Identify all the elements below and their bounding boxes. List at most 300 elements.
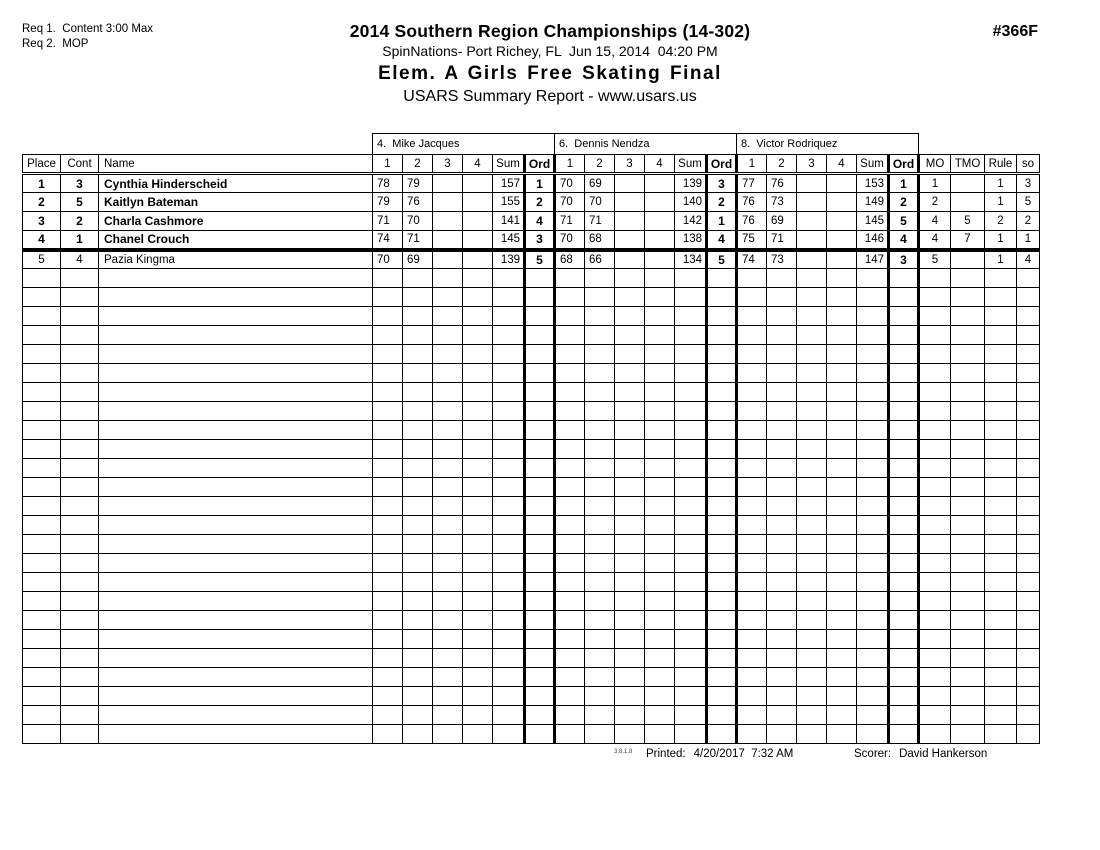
judge3-score-cell [797, 288, 827, 307]
judge3-score-cell [827, 383, 857, 402]
name-cell [99, 668, 373, 687]
judge1-ord-cell [525, 535, 555, 554]
judge1-score-cell [463, 497, 493, 516]
so-cell [1017, 554, 1040, 573]
judge1-score-cell [433, 307, 463, 326]
empty-row [23, 592, 1040, 611]
judge3-score-cell [827, 288, 857, 307]
judge3-score-cell [797, 402, 827, 421]
column-header-row [23, 155, 1040, 174]
judge2-score-cell [585, 554, 615, 573]
judge1-score-cell [463, 193, 493, 212]
place-cell [23, 326, 61, 345]
name-cell [99, 554, 373, 573]
judge3-score-cell: 75 [737, 231, 767, 250]
empty-row [23, 725, 1040, 744]
name-cell [99, 478, 373, 497]
col-judge2-2: 2 [585, 155, 615, 174]
judge1-score-cell [373, 402, 403, 421]
title-block [0, 0, 1100, 107]
report-type-line: USARS Summary Report - www.usars.us [403, 88, 697, 105]
results-table-wrap [22, 133, 1100, 744]
cont-cell [61, 402, 99, 421]
judge3-score-cell [737, 269, 767, 288]
judge2-sum-cell [675, 326, 707, 345]
name-cell [99, 497, 373, 516]
judge1-score-cell [373, 440, 403, 459]
mo-cell [919, 364, 951, 383]
judge2-ord-cell [707, 307, 737, 326]
judge3-score-cell [737, 706, 767, 725]
so-cell [1017, 687, 1040, 706]
tmo-cell [951, 706, 985, 725]
so-cell [1017, 725, 1040, 744]
mo-cell: 5 [919, 250, 951, 269]
tmo-cell [951, 421, 985, 440]
judge3-score-cell [827, 478, 857, 497]
judge1-score-cell: 70 [403, 212, 433, 231]
judge2-ord-cell: 1 [707, 212, 737, 231]
judge2-ord-cell [707, 592, 737, 611]
name-cell [99, 725, 373, 744]
judge1-ord-cell [525, 440, 555, 459]
judge1-score-cell: 71 [373, 212, 403, 231]
judge3-score-cell [737, 649, 767, 668]
rule-cell [985, 630, 1017, 649]
place-cell [23, 402, 61, 421]
judge2-score-cell [615, 231, 645, 250]
judge2-score-cell [645, 611, 675, 630]
judge2-ord-cell [707, 554, 737, 573]
judge2-sum-cell [675, 725, 707, 744]
judge3-ord-cell [889, 478, 919, 497]
judge3-sum-cell [857, 421, 889, 440]
judge3-ord-cell [889, 364, 919, 383]
rule-cell [985, 516, 1017, 535]
judge3-score-cell [797, 649, 827, 668]
judge3-sum-cell: 145 [857, 212, 889, 231]
judge2-score-cell: 71 [555, 212, 585, 231]
judge3-ord-cell [889, 402, 919, 421]
rule-cell [985, 725, 1017, 744]
judge1-ord-cell [525, 706, 555, 725]
judge1-score-cell [373, 307, 403, 326]
judge1-score-cell [433, 345, 463, 364]
mo-cell [919, 478, 951, 497]
judge3-score-cell [767, 687, 797, 706]
judge2-ord-cell [707, 649, 737, 668]
judge2-sum-cell [675, 554, 707, 573]
judge1-score-cell: 71 [403, 231, 433, 250]
mo-cell [919, 288, 951, 307]
judge2-ord-cell [707, 706, 737, 725]
tmo-cell [951, 668, 985, 687]
judge1-sum-cell [493, 288, 525, 307]
judge2-sum-cell [675, 649, 707, 668]
printed-info [646, 748, 793, 760]
col-judge1-ord: Ord [525, 155, 555, 174]
judge3-score-cell: 76 [737, 193, 767, 212]
tmo-cell [951, 478, 985, 497]
judge3-sum-cell: 153 [857, 174, 889, 193]
judge2-score-cell [585, 649, 615, 668]
judge1-sum-cell [493, 478, 525, 497]
judge1-score-cell [433, 402, 463, 421]
place-cell [23, 288, 61, 307]
judge2-score-cell [615, 326, 645, 345]
judge1-score-cell [433, 706, 463, 725]
empty-row [23, 478, 1040, 497]
judge1-score-cell [373, 630, 403, 649]
judge3-score-cell [737, 592, 767, 611]
name-cell [99, 307, 373, 326]
mo-cell [919, 554, 951, 573]
judge1-score-cell [433, 231, 463, 250]
judge3-score-cell: 76 [767, 174, 797, 193]
name-cell: Charla Cashmore [99, 212, 373, 231]
col-mo: MO [919, 155, 951, 174]
judge3-sum-cell [857, 592, 889, 611]
place-cell: 3 [23, 212, 61, 231]
judge2-ord-cell [707, 269, 737, 288]
place-cell [23, 573, 61, 592]
tmo-cell [951, 269, 985, 288]
so-cell [1017, 269, 1040, 288]
judge2-score-cell [585, 516, 615, 535]
judge2-score-cell [645, 535, 675, 554]
judge2-score-cell: 70 [555, 174, 585, 193]
empty-row [23, 497, 1040, 516]
rule-cell [985, 440, 1017, 459]
judge2-sum-cell [675, 611, 707, 630]
judge1-score-cell: 70 [373, 250, 403, 269]
skater-row [23, 193, 1040, 212]
judge3-ord-cell [889, 345, 919, 364]
tmo-cell [951, 440, 985, 459]
col-judge3-3: 3 [797, 155, 827, 174]
judge1-sum-cell: 155 [493, 193, 525, 212]
judge1-score-cell [463, 345, 493, 364]
judge3-score-cell [827, 269, 857, 288]
rule-cell: 1 [985, 193, 1017, 212]
judge2-sum-cell: 138 [675, 231, 707, 250]
judge3-score-cell [737, 345, 767, 364]
judge3-ord-cell [889, 440, 919, 459]
so-cell [1017, 364, 1040, 383]
judge3-sum-cell [857, 478, 889, 497]
judge1-score-cell [433, 535, 463, 554]
judge2-ord-cell: 4 [707, 231, 737, 250]
judge1-score-cell [433, 478, 463, 497]
tmo-cell [951, 345, 985, 364]
judge2-score-cell [615, 497, 645, 516]
judge2-score-cell [555, 307, 585, 326]
judge3-score-cell [737, 516, 767, 535]
judge3-score-cell [767, 535, 797, 554]
judge2-sum-cell [675, 573, 707, 592]
rule-cell [985, 478, 1017, 497]
cont-cell [61, 364, 99, 383]
name-cell [99, 421, 373, 440]
place-cell: 4 [23, 231, 61, 250]
judge1-score-cell [433, 516, 463, 535]
judge3-score-cell [827, 174, 857, 193]
judge1-score-cell [433, 554, 463, 573]
cont-cell [61, 687, 99, 706]
judge1-ord-cell: 2 [525, 193, 555, 212]
judge2-score-cell [615, 212, 645, 231]
judge1-sum-cell [493, 421, 525, 440]
judge2-sum-cell: 140 [675, 193, 707, 212]
judge2-sum-cell [675, 364, 707, 383]
judge1-sum-cell [493, 383, 525, 402]
judge3-score-cell [767, 554, 797, 573]
mo-cell [919, 649, 951, 668]
tmo-cell [951, 592, 985, 611]
judge2-ord-cell: 3 [707, 174, 737, 193]
judge3-score-cell [797, 630, 827, 649]
cont-cell [61, 611, 99, 630]
judge3-score-cell [797, 345, 827, 364]
judge3-ord-cell [889, 288, 919, 307]
judge2-score-cell [555, 326, 585, 345]
rule-cell [985, 668, 1017, 687]
judge1-score-cell [433, 212, 463, 231]
judge2-ord-cell [707, 478, 737, 497]
judge3-sum-cell: 147 [857, 250, 889, 269]
judge1-score-cell: 69 [403, 250, 433, 269]
judge3-score-cell: 71 [767, 231, 797, 250]
judge3-sum-cell [857, 307, 889, 326]
name-cell [99, 706, 373, 725]
judge2-score-cell [585, 668, 615, 687]
judge1-score-cell [373, 478, 403, 497]
place-cell [23, 307, 61, 326]
place-cell: 1 [23, 174, 61, 193]
judge3-score-cell [797, 554, 827, 573]
judge2-ord-cell [707, 326, 737, 345]
rule-cell [985, 535, 1017, 554]
place-cell [23, 687, 61, 706]
judge1-score-cell [463, 402, 493, 421]
judge3-score-cell [737, 687, 767, 706]
place-cell [23, 516, 61, 535]
judge1-sum-cell [493, 554, 525, 573]
skater-row [23, 250, 1040, 269]
judge2-score-cell [645, 497, 675, 516]
judge1-score-cell [403, 364, 433, 383]
rule-cell [985, 706, 1017, 725]
judge3-score-cell [767, 497, 797, 516]
judge3-score-cell [797, 478, 827, 497]
rule-cell [985, 592, 1017, 611]
judge2-score-cell [615, 459, 645, 478]
judge3-score-cell [797, 174, 827, 193]
judge2-score-cell [555, 345, 585, 364]
judge2-score-cell [615, 554, 645, 573]
tmo-cell [951, 250, 985, 269]
judge3-ord-cell [889, 421, 919, 440]
so-cell [1017, 497, 1040, 516]
cont-cell [61, 269, 99, 288]
judge2-score-cell [585, 687, 615, 706]
tmo-cell [951, 326, 985, 345]
judge2-score-cell [615, 269, 645, 288]
judge3-sum-cell [857, 326, 889, 345]
judge2-ord-cell [707, 516, 737, 535]
judge1-score-cell [403, 649, 433, 668]
judge3-score-cell [797, 307, 827, 326]
software-version: 3.8.1.8 [614, 749, 633, 755]
name-cell [99, 649, 373, 668]
band-spacer-left [23, 134, 373, 155]
cont-cell [61, 459, 99, 478]
judge1-sum-cell [493, 706, 525, 725]
judge3-score-cell [767, 421, 797, 440]
judge3-score-cell [767, 668, 797, 687]
judge1-score-cell [403, 307, 433, 326]
judge1-ord-cell [525, 288, 555, 307]
empty-row [23, 516, 1040, 535]
judge2-score-cell [585, 269, 615, 288]
judge1-ord-cell: 1 [525, 174, 555, 193]
judge3-sum-cell [857, 706, 889, 725]
name-cell [99, 402, 373, 421]
col-judge3-sum: Sum [857, 155, 889, 174]
judge1-sum-cell: 141 [493, 212, 525, 231]
rule-cell [985, 421, 1017, 440]
col-judge3-4: 4 [827, 155, 857, 174]
judge3-ord-cell [889, 706, 919, 725]
rule-cell: 2 [985, 212, 1017, 231]
skater-row [23, 231, 1040, 250]
judge1-ord-cell [525, 554, 555, 573]
tmo-cell [951, 383, 985, 402]
judge1-score-cell [433, 326, 463, 345]
judge3-score-cell: 73 [767, 193, 797, 212]
so-cell [1017, 459, 1040, 478]
tmo-cell [951, 630, 985, 649]
judge3-score-cell [767, 706, 797, 725]
col-judge1-sum: Sum [493, 155, 525, 174]
judge2-score-cell [645, 440, 675, 459]
judge2-score-cell [585, 345, 615, 364]
judge1-ord-cell [525, 687, 555, 706]
so-cell: 5 [1017, 193, 1040, 212]
judge2-score-cell [645, 231, 675, 250]
tmo-cell [951, 554, 985, 573]
judge1-score-cell: 74 [373, 231, 403, 250]
judge1-score-cell [463, 269, 493, 288]
judge1-sum-cell [493, 649, 525, 668]
name-cell [99, 630, 373, 649]
judge1-score-cell [373, 725, 403, 744]
judge2-score-cell [615, 288, 645, 307]
so-cell [1017, 649, 1040, 668]
judge1-sum-cell [493, 592, 525, 611]
judge2-score-cell [615, 630, 645, 649]
empty-row [23, 288, 1040, 307]
judge1-score-cell [403, 421, 433, 440]
judge3-score-cell [827, 573, 857, 592]
judge1-score-cell [403, 345, 433, 364]
judge1-sum-cell: 157 [493, 174, 525, 193]
judge2-score-cell [585, 402, 615, 421]
judge1-score-cell [433, 687, 463, 706]
judge2-score-cell [585, 497, 615, 516]
judge2-ord-cell [707, 725, 737, 744]
judge1-score-cell [433, 649, 463, 668]
judge1-score-cell [373, 687, 403, 706]
judge1-score-cell [463, 174, 493, 193]
judge2-score-cell [645, 725, 675, 744]
empty-row [23, 440, 1040, 459]
judge3-sum-cell [857, 345, 889, 364]
judge1-ord-cell [525, 649, 555, 668]
judge2-score-cell [645, 421, 675, 440]
judge3-score-cell [827, 231, 857, 250]
judge2-score-cell [555, 459, 585, 478]
judge2-score-cell [555, 668, 585, 687]
judge2-ord-cell [707, 497, 737, 516]
judge3-sum-cell [857, 269, 889, 288]
judge3-score-cell [827, 459, 857, 478]
judge1-ord-cell [525, 592, 555, 611]
judge2-score-cell [645, 383, 675, 402]
judge3-sum-cell [857, 573, 889, 592]
col-rule: Rule [985, 155, 1017, 174]
judge2-score-cell [615, 592, 645, 611]
judge3-sum-cell [857, 725, 889, 744]
cont-cell [61, 649, 99, 668]
judge2-sum-cell [675, 592, 707, 611]
empty-row [23, 383, 1040, 402]
cont-cell [61, 554, 99, 573]
judge2-score-cell: 70 [585, 193, 615, 212]
mo-cell: 4 [919, 231, 951, 250]
judge3-sum-cell [857, 554, 889, 573]
judge1-score-cell [373, 497, 403, 516]
mo-cell [919, 573, 951, 592]
judge2-score-cell [615, 687, 645, 706]
so-cell: 3 [1017, 174, 1040, 193]
judge2-score-cell [645, 706, 675, 725]
judge3-score-cell [827, 630, 857, 649]
judge2-score-cell [645, 478, 675, 497]
competition-title: 2014 Southern Region Championships (14-302) [349, 21, 751, 41]
judge2-score-cell [555, 288, 585, 307]
judge3-score-cell [797, 440, 827, 459]
so-cell [1017, 706, 1040, 725]
judge2-score-cell [615, 535, 645, 554]
empty-row [23, 307, 1040, 326]
judge2-score-cell [645, 307, 675, 326]
judge1-score-cell [403, 535, 433, 554]
judge2-score-cell [585, 611, 615, 630]
judge3-ord-cell [889, 668, 919, 687]
empty-row [23, 269, 1040, 288]
judge2-sum-cell [675, 516, 707, 535]
rule-cell [985, 364, 1017, 383]
so-cell [1017, 440, 1040, 459]
judge1-ord-cell [525, 269, 555, 288]
place-cell [23, 611, 61, 630]
place-cell [23, 554, 61, 573]
judge2-score-cell [645, 174, 675, 193]
judge3-score-cell [797, 573, 827, 592]
judge2-score-cell [585, 592, 615, 611]
judge2-score-cell [615, 649, 645, 668]
